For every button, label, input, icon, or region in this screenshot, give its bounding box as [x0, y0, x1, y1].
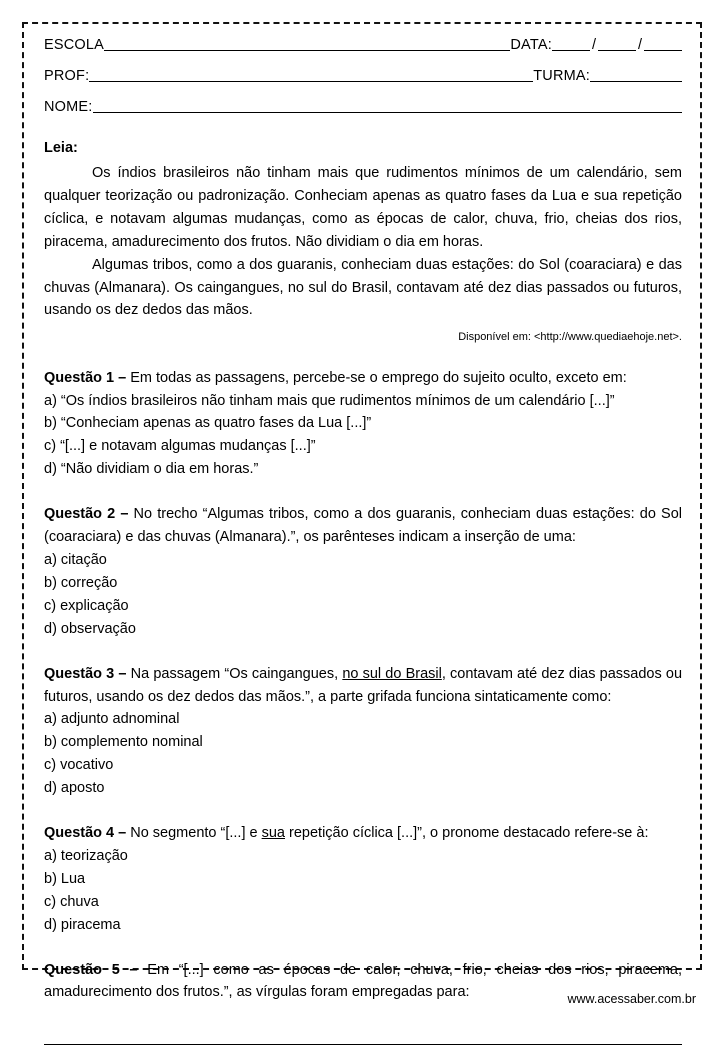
question-3-highlighted-excerpt: no sul do Brasil	[342, 665, 442, 682]
escola-data-row	[44, 37, 682, 52]
prof-input-rule[interactable]	[89, 68, 533, 82]
question-4-text-before: No segmento “[...] e	[126, 825, 262, 842]
question-3-number: Questão 3 –	[44, 665, 127, 682]
question-3-stem	[44, 663, 682, 709]
data-year-rule[interactable]	[644, 37, 682, 51]
question-3-option-b[interactable]: b) complemento nominal	[44, 734, 203, 751]
question-4-option-c[interactable]: c) chuva	[44, 893, 99, 910]
passage-paragraph-1: Os índios brasileiros não tinham mais que rudimentos mínimos de um calendário, sem qualquer teorização ou padronização. Conheciam apenas as quatro fases da Lua e sua repetição cíclica, e notavam algumas mudanças, como as épocas de calor, chuva, frio, cheias dos rios, piracema, amadurecimento dos frutos. Não dividiam o dia em horas.	[44, 165, 682, 250]
reading-section	[44, 140, 682, 345]
question-3	[44, 663, 682, 800]
question-2-option-b[interactable]: b) correção	[44, 574, 118, 591]
question-2-option-a[interactable]: a) citação	[44, 551, 107, 568]
question-2-text: No trecho “Algumas tribos, como a dos guaranis, conheciam duas estações: do Sol (coaraciara) e das chuvas (Almanara).”, os parênteses indicam a inserção de uma:	[44, 506, 683, 546]
identification-block	[44, 37, 682, 114]
escola-input-rule[interactable]	[104, 37, 510, 51]
question-3-text-after: , contavam até dez dias passados ou futuros, usando os dez dedos das mãos.”, a parte grifada funciona sintaticamente como:	[44, 665, 683, 705]
question-1-number: Questão 1 –	[44, 369, 127, 386]
question-4-number: Questão 4 –	[44, 825, 127, 842]
question-3-option-a[interactable]: a) adjunto adnominal	[44, 711, 180, 728]
escola-label: ESCOLA	[44, 36, 105, 53]
question-1-text: Em todas as passagens, percebe-se o emprego do sujeito oculto, exceto em:	[126, 369, 627, 386]
nome-input-rule[interactable]	[93, 99, 682, 113]
footer-site-label: www.acessaber.com.br	[567, 992, 696, 1006]
question-3-option-d[interactable]: d) aposto	[44, 780, 105, 797]
question-3-option-c[interactable]: c) vocativo	[44, 757, 114, 774]
prof-label: PROF:	[44, 67, 90, 84]
question-1-option-b[interactable]: b) “Conheciam apenas as quatro fases da Lua [...]”	[44, 415, 372, 432]
question-5-answer-rule[interactable]	[44, 1018, 682, 1045]
passage-paragraph-2: Algumas tribos, como a dos guaranis, conheciam duas estações: do Sol (coaraciara) e das chuvas (Almanara). Os caingangues, no sul do Brasil, contavam até dez dias passados ou futuros, usando os dez dedos das mãos.	[44, 256, 682, 319]
question-2	[44, 503, 682, 640]
leia-label: Leia:	[44, 140, 78, 156]
question-1-option-d[interactable]: d) “Não dividiam o dia em horas.”	[44, 461, 259, 478]
question-4	[44, 822, 682, 937]
date-separator-1: /	[591, 36, 596, 53]
turma-input-rule[interactable]	[590, 68, 682, 82]
question-5-number: Questão 5 –	[44, 961, 138, 978]
data-month-rule[interactable]	[598, 37, 636, 51]
question-4-text-after: repetição cíclica [...]”, o pronome destacado refere-se à:	[285, 825, 649, 842]
nome-label: NOME:	[44, 98, 93, 115]
question-2-stem	[44, 503, 682, 549]
question-4-option-b[interactable]: b) Lua	[44, 870, 86, 887]
footer	[0, 992, 724, 1006]
question-1-option-c[interactable]: c) “[...] e notavam algumas mudanças [...]”	[44, 438, 316, 455]
question-4-option-a[interactable]: a) teorização	[44, 847, 128, 864]
question-1	[44, 367, 682, 482]
question-4-option-d[interactable]: d) piracema	[44, 916, 121, 933]
question-2-option-c[interactable]: c) explicação	[44, 597, 129, 614]
data-label: DATA:	[510, 36, 552, 53]
date-separator-2: /	[637, 36, 642, 53]
turma-label: TURMA:	[533, 67, 590, 84]
data-day-rule[interactable]	[552, 37, 590, 51]
nome-row	[44, 99, 682, 114]
prof-turma-row	[44, 68, 682, 83]
question-2-number: Questão 2 –	[44, 506, 129, 523]
question-1-stem	[44, 367, 682, 390]
question-4-stem	[44, 822, 682, 845]
question-2-option-d[interactable]: d) observação	[44, 620, 136, 637]
source-attribution: Disponível em: <http://www.quediaehoje.net>.	[458, 331, 682, 344]
question-1-option-a[interactable]: a) “Os índios brasileiros não tinham mais que rudimentos mínimos de um calendário [...]”	[44, 392, 615, 409]
question-5-text: Em “[...] como as épocas de calor, chuva, frio, cheias dos rios, piracema, amadurecimento dos frutos.”, as vírgulas foram empregadas para:	[44, 961, 682, 1001]
question-4-highlighted-pronoun: sua	[261, 825, 285, 842]
question-3-text-before: Na passagem “Os caingangues,	[126, 665, 343, 682]
